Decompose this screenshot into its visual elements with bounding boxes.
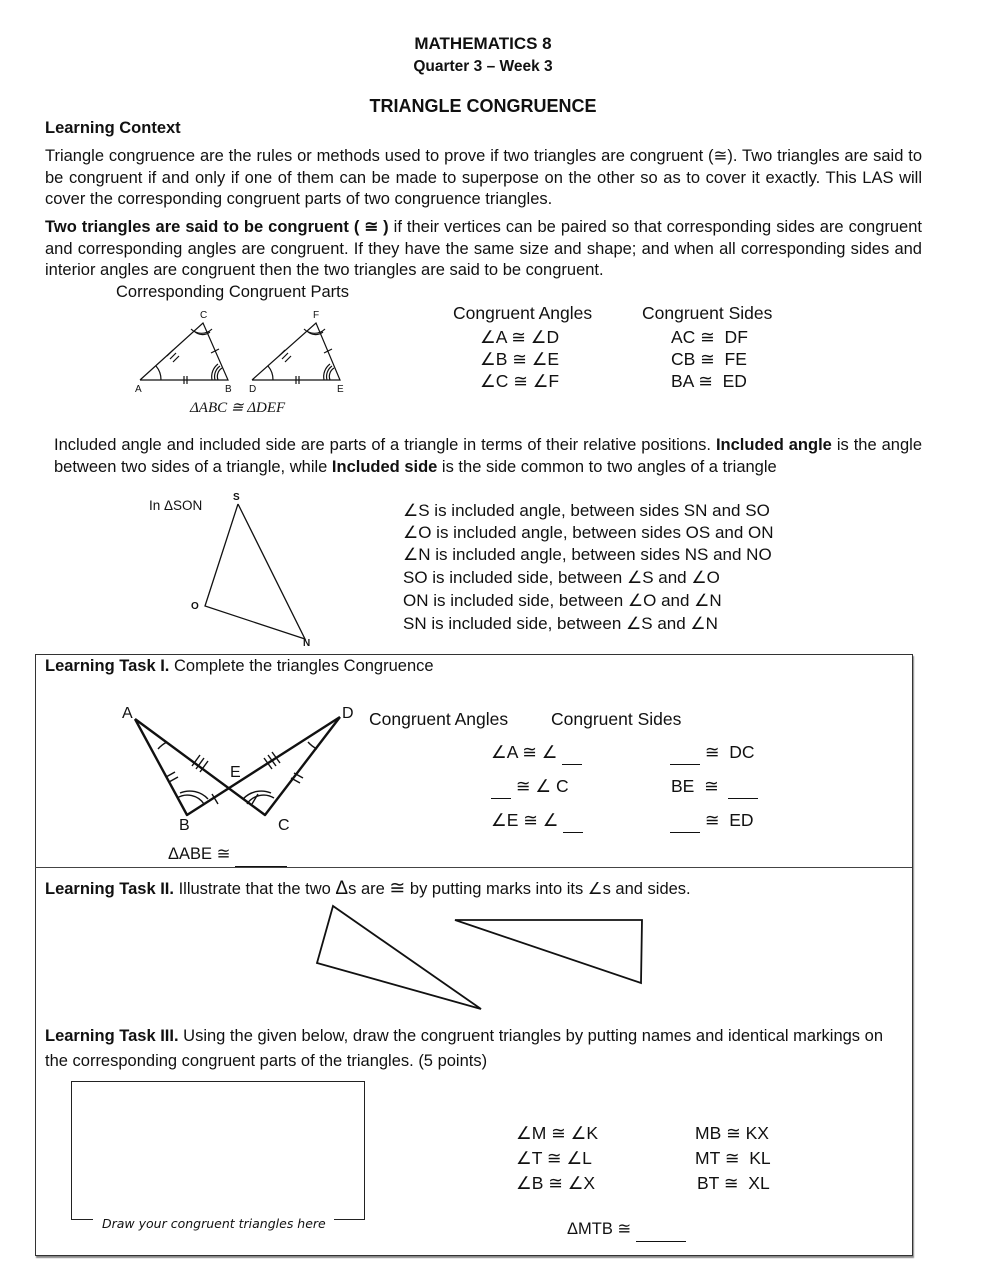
side-row2-text: BE ≅ bbox=[671, 776, 729, 796]
side-row2-blank[interactable] bbox=[728, 775, 758, 799]
drawing-area-caption: Draw your congruent triangles here bbox=[102, 1216, 326, 1231]
included-statement-3: ∠N is included angle, between sides NS and NO bbox=[403, 545, 772, 564]
son-caption: In ΔSON bbox=[149, 498, 203, 513]
task1-side-row-1 bbox=[670, 741, 755, 765]
included-paragraph bbox=[54, 435, 922, 478]
angle-row2-text: ≅ ∠ C bbox=[511, 776, 569, 796]
task3-side-2: MT ≅ KL bbox=[695, 1148, 771, 1168]
included-angle-term: Included angle bbox=[715, 436, 832, 454]
angle-row3-blank[interactable] bbox=[563, 809, 583, 833]
angles-heading-1: Congruent Angles bbox=[453, 303, 593, 323]
period-subtitle: Quarter 3 – Week 3 bbox=[413, 58, 553, 75]
side-pair-3: BA ≅ ED bbox=[671, 371, 747, 391]
learning-context-heading: Learning Context bbox=[45, 119, 181, 137]
context-paragraph-1: Triangle congruence are the rules or methods used to prove if two triangles are congruent (≅). Two triangles are said to be congruent if and only if one of them can be made to superpose on the other so as to cover it exactly. This LAS will cover the corresponding congruent parts of two congruence triangles. bbox=[45, 147, 922, 208]
task1-angle-row-3 bbox=[491, 809, 583, 833]
angle-row2-blank[interactable] bbox=[491, 775, 511, 799]
task2-text-b: s are bbox=[348, 880, 390, 898]
task1-angles-heading: Congruent Angles bbox=[369, 709, 509, 729]
side-row3-text: ≅ ED bbox=[700, 810, 754, 830]
vertex-e-label-task1: E bbox=[230, 764, 241, 781]
task1-angle-row-2 bbox=[491, 775, 569, 799]
task1-side-row-3 bbox=[670, 809, 754, 833]
triangles-abc-def-figure bbox=[130, 306, 360, 418]
subject-title: MATHEMATICS 8 bbox=[414, 34, 552, 53]
side-row1-blank[interactable] bbox=[670, 741, 700, 765]
angle-row1-text: ∠A ≅ ∠ bbox=[491, 742, 563, 762]
mtb-statement-text: ΔMTB ≅ bbox=[567, 1220, 636, 1238]
angle-pair-2: ∠B ≅ ∠E bbox=[480, 349, 560, 369]
topic-title: TRIANGLE CONGRUENCE bbox=[369, 96, 597, 116]
vertex-c-label: C bbox=[200, 310, 208, 321]
angle-row1-blank[interactable] bbox=[562, 741, 582, 765]
angle-pair-1: ∠A ≅ ∠D bbox=[480, 327, 560, 347]
task3-side-3: BT ≅ XL bbox=[697, 1173, 770, 1193]
task1-angle-row-1 bbox=[491, 741, 582, 765]
triangle-son-figure bbox=[185, 490, 315, 650]
figure1-caption: ΔABC ≅ ΔDEF bbox=[190, 400, 286, 416]
included-intro-c: is the side common to two angles of a triangle bbox=[437, 457, 777, 476]
abe-answer-blank[interactable] bbox=[235, 843, 287, 867]
sides-heading-1: Congruent Sides bbox=[642, 303, 773, 323]
vertex-f-label: F bbox=[313, 310, 320, 321]
included-statement-4: SO is included side, between ∠S and ∠O bbox=[403, 568, 720, 587]
drawing-area[interactable] bbox=[71, 1081, 365, 1220]
task2-text-a: Illustrate that the two bbox=[173, 880, 336, 898]
task3-label: Learning Task III. bbox=[45, 1027, 179, 1045]
included-statement-1: ∠S is included angle, between sides SN and SO bbox=[403, 501, 770, 520]
triangle-symbol: Δ bbox=[335, 878, 349, 899]
bowtie-triangles-figure bbox=[112, 698, 360, 838]
angle-pair-3: ∠C ≅ ∠F bbox=[480, 371, 560, 391]
task1-sides-heading: Congruent Sides bbox=[551, 709, 682, 729]
vertex-b-label: B bbox=[225, 384, 232, 395]
congruent-definition-text: if their vertices can be paired so that corresponding sides are congruent and corresponding angles are congruent. If they have the same size and shape; and when all corresponding sides and interior angles are congruent then the two triangles are said to be congruent. bbox=[45, 218, 922, 279]
included-statement-6: SN is included side, between ∠S and ∠N bbox=[403, 614, 718, 633]
vertex-s-label: S bbox=[233, 492, 240, 503]
task3-side-1: MB ≅ KX bbox=[695, 1123, 769, 1143]
congruent-definition-bold: Two triangles are said to be congruent ( ≅ ) bbox=[45, 218, 389, 236]
ccp-heading: Corresponding Congruent Parts bbox=[116, 283, 349, 301]
side-pair-2: CB ≅ FE bbox=[671, 349, 747, 369]
included-statement-5: ON is included side, between ∠O and ∠N bbox=[403, 591, 722, 610]
abe-statement-text: ΔABE ≅ bbox=[168, 845, 236, 863]
vertex-c-label-task1: C bbox=[278, 817, 290, 834]
task-divider bbox=[35, 867, 912, 868]
task3-instructions: Using the given below, draw the congruent triangles by putting names and identical markings on the corresponding congruent parts of the triangles. (5 points) bbox=[45, 1027, 883, 1070]
vertex-e-label: E bbox=[337, 384, 344, 395]
task1-instructions: Complete the triangles Congruence bbox=[169, 657, 434, 675]
task3-angle-1: ∠M ≅ ∠K bbox=[516, 1123, 599, 1143]
drawing-area-border-left bbox=[71, 1219, 93, 1220]
vertex-b-label-task1: B bbox=[179, 817, 190, 834]
mtb-answer-blank[interactable] bbox=[636, 1218, 686, 1242]
abe-congruence bbox=[168, 843, 287, 867]
vertex-n-label: N bbox=[303, 638, 311, 649]
task3-angle-2: ∠T ≅ ∠L bbox=[516, 1148, 592, 1168]
task3-title bbox=[45, 1024, 905, 1074]
included-intro-b: is the angle between two sides of a triangle, while bbox=[54, 436, 922, 476]
vertex-o-label: O bbox=[191, 601, 199, 612]
task2-text-c: by putting marks into its ∠s and sides. bbox=[405, 880, 691, 898]
vertex-a-label-task1: A bbox=[122, 705, 133, 722]
task2-label: Learning Task II. bbox=[45, 880, 174, 898]
congruent-symbol: ≅ bbox=[389, 878, 406, 899]
drawing-area-border-right bbox=[334, 1219, 365, 1220]
included-side-term: Included side bbox=[331, 457, 438, 476]
context-paragraph-2 bbox=[45, 217, 922, 282]
task1-side-row-2 bbox=[671, 775, 758, 799]
side-row3-blank[interactable] bbox=[670, 809, 700, 833]
task3-angle-3: ∠B ≅ ∠X bbox=[516, 1173, 596, 1193]
side-pair-1: AC ≅ DF bbox=[671, 327, 748, 347]
task1-title bbox=[45, 657, 434, 676]
angle-row3-text: ∠E ≅ ∠ bbox=[491, 810, 564, 830]
vertex-d-label-task1: D bbox=[342, 705, 354, 722]
task2-triangles-figure bbox=[300, 895, 660, 1020]
mtb-congruence bbox=[567, 1218, 686, 1242]
included-statement-2: ∠O is included angle, between sides OS and ON bbox=[403, 523, 774, 542]
side-row1-text: ≅ DC bbox=[700, 742, 755, 762]
vertex-a-label: A bbox=[135, 384, 142, 395]
task1-label: Learning Task I. bbox=[45, 657, 170, 675]
included-intro-a: Included angle and included side are parts of a triangle in terms of their relative positions. bbox=[54, 436, 716, 454]
vertex-d-label: D bbox=[249, 384, 257, 395]
